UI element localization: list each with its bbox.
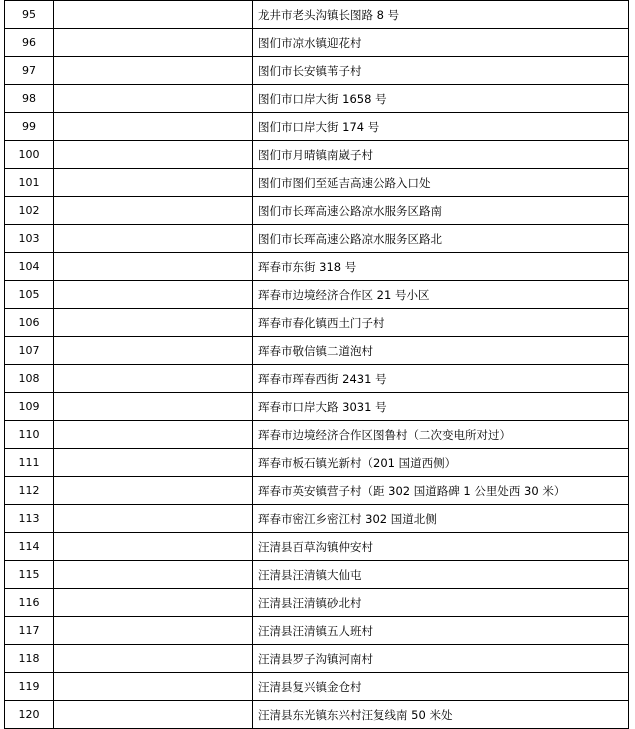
row-number-cell: 115 bbox=[5, 561, 54, 589]
table-row bbox=[5, 421, 629, 449]
row-number-cell: 100 bbox=[5, 141, 54, 169]
empty-cell bbox=[54, 85, 253, 113]
address-cell: 珲春市密江乡密江村 302 国道北侧 bbox=[253, 505, 629, 533]
table-row bbox=[5, 365, 629, 393]
address-cell: 图们市月晴镇南崴子村 bbox=[253, 141, 629, 169]
table-row bbox=[5, 393, 629, 421]
row-number-cell: 111 bbox=[5, 449, 54, 477]
empty-cell bbox=[54, 421, 253, 449]
empty-cell bbox=[54, 533, 253, 561]
table-row bbox=[5, 113, 629, 141]
empty-cell bbox=[54, 617, 253, 645]
address-cell: 图们市口岸大街 1658 号 bbox=[253, 85, 629, 113]
table-row bbox=[5, 533, 629, 561]
empty-cell bbox=[54, 589, 253, 617]
table-row bbox=[5, 141, 629, 169]
address-cell: 珲春市春化镇西土门子村 bbox=[253, 309, 629, 337]
empty-cell bbox=[54, 673, 253, 701]
row-number-cell: 120 bbox=[5, 701, 54, 729]
address-cell: 珲春市边境经济合作区图鲁村（二次变电所对过） bbox=[253, 421, 629, 449]
address-table bbox=[4, 0, 629, 729]
address-cell: 汪清县汪清镇砂北村 bbox=[253, 589, 629, 617]
empty-cell bbox=[54, 281, 253, 309]
address-cell: 珲春市敬信镇二道泡村 bbox=[253, 337, 629, 365]
table-row bbox=[5, 1, 629, 29]
table-row bbox=[5, 253, 629, 281]
row-number-cell: 99 bbox=[5, 113, 54, 141]
table-row bbox=[5, 57, 629, 85]
table-row bbox=[5, 645, 629, 673]
address-cell: 汪清县汪清镇大仙屯 bbox=[253, 561, 629, 589]
address-table-body bbox=[5, 1, 629, 729]
table-row bbox=[5, 281, 629, 309]
row-number-cell: 103 bbox=[5, 225, 54, 253]
row-number-cell: 118 bbox=[5, 645, 54, 673]
row-number-cell: 96 bbox=[5, 29, 54, 57]
table-row bbox=[5, 309, 629, 337]
table-row bbox=[5, 477, 629, 505]
address-cell: 珲春市边境经济合作区 21 号小区 bbox=[253, 281, 629, 309]
empty-cell bbox=[54, 169, 253, 197]
empty-cell bbox=[54, 365, 253, 393]
row-number-cell: 107 bbox=[5, 337, 54, 365]
table-row bbox=[5, 617, 629, 645]
table-row bbox=[5, 561, 629, 589]
row-number-cell: 97 bbox=[5, 57, 54, 85]
address-cell: 图们市图们至延吉高速公路入口处 bbox=[253, 169, 629, 197]
row-number-cell: 109 bbox=[5, 393, 54, 421]
empty-cell bbox=[54, 393, 253, 421]
row-number-cell: 110 bbox=[5, 421, 54, 449]
row-number-cell: 101 bbox=[5, 169, 54, 197]
table-row bbox=[5, 85, 629, 113]
table-row bbox=[5, 449, 629, 477]
table-row bbox=[5, 505, 629, 533]
table-row bbox=[5, 169, 629, 197]
empty-cell bbox=[54, 113, 253, 141]
table-row bbox=[5, 29, 629, 57]
empty-cell bbox=[54, 253, 253, 281]
empty-cell bbox=[54, 29, 253, 57]
empty-cell bbox=[54, 197, 253, 225]
address-cell: 珲春市东街 318 号 bbox=[253, 253, 629, 281]
address-cell: 图们市口岸大街 174 号 bbox=[253, 113, 629, 141]
row-number-cell: 98 bbox=[5, 85, 54, 113]
address-cell: 龙井市老头沟镇长图路 8 号 bbox=[253, 1, 629, 29]
row-number-cell: 117 bbox=[5, 617, 54, 645]
row-number-cell: 102 bbox=[5, 197, 54, 225]
table-row bbox=[5, 197, 629, 225]
empty-cell bbox=[54, 141, 253, 169]
table-row bbox=[5, 589, 629, 617]
empty-cell bbox=[54, 1, 253, 29]
row-number-cell: 106 bbox=[5, 309, 54, 337]
table-row bbox=[5, 701, 629, 729]
row-number-cell: 113 bbox=[5, 505, 54, 533]
empty-cell bbox=[54, 505, 253, 533]
empty-cell bbox=[54, 337, 253, 365]
empty-cell bbox=[54, 57, 253, 85]
address-cell: 汪清县复兴镇金仓村 bbox=[253, 673, 629, 701]
address-cell: 汪清县东光镇东兴村汪复线南 50 米处 bbox=[253, 701, 629, 729]
address-cell: 图们市长珲高速公路凉水服务区路南 bbox=[253, 197, 629, 225]
empty-cell bbox=[54, 449, 253, 477]
address-cell: 图们市长珲高速公路凉水服务区路北 bbox=[253, 225, 629, 253]
table-row bbox=[5, 225, 629, 253]
row-number-cell: 104 bbox=[5, 253, 54, 281]
address-cell: 珲春市英安镇营子村（距 302 国道路碑 1 公里处西 30 米） bbox=[253, 477, 629, 505]
row-number-cell: 116 bbox=[5, 589, 54, 617]
address-cell: 珲春市口岸大路 3031 号 bbox=[253, 393, 629, 421]
empty-cell bbox=[54, 477, 253, 505]
row-number-cell: 112 bbox=[5, 477, 54, 505]
address-cell: 图们市凉水镇迎花村 bbox=[253, 29, 629, 57]
empty-cell bbox=[54, 309, 253, 337]
address-cell: 汪清县百草沟镇仲安村 bbox=[253, 533, 629, 561]
address-cell: 珲春市珲春西街 2431 号 bbox=[253, 365, 629, 393]
row-number-cell: 105 bbox=[5, 281, 54, 309]
address-cell: 汪清县汪清镇五人班村 bbox=[253, 617, 629, 645]
row-number-cell: 114 bbox=[5, 533, 54, 561]
address-cell: 汪清县罗子沟镇河南村 bbox=[253, 645, 629, 673]
table-row bbox=[5, 673, 629, 701]
empty-cell bbox=[54, 561, 253, 589]
row-number-cell: 95 bbox=[5, 1, 54, 29]
row-number-cell: 108 bbox=[5, 365, 54, 393]
table-row bbox=[5, 337, 629, 365]
address-cell: 图们市长安镇苇子村 bbox=[253, 57, 629, 85]
empty-cell bbox=[54, 701, 253, 729]
empty-cell bbox=[54, 225, 253, 253]
address-cell: 珲春市板石镇光新村（201 国道西侧） bbox=[253, 449, 629, 477]
empty-cell bbox=[54, 645, 253, 673]
row-number-cell: 119 bbox=[5, 673, 54, 701]
